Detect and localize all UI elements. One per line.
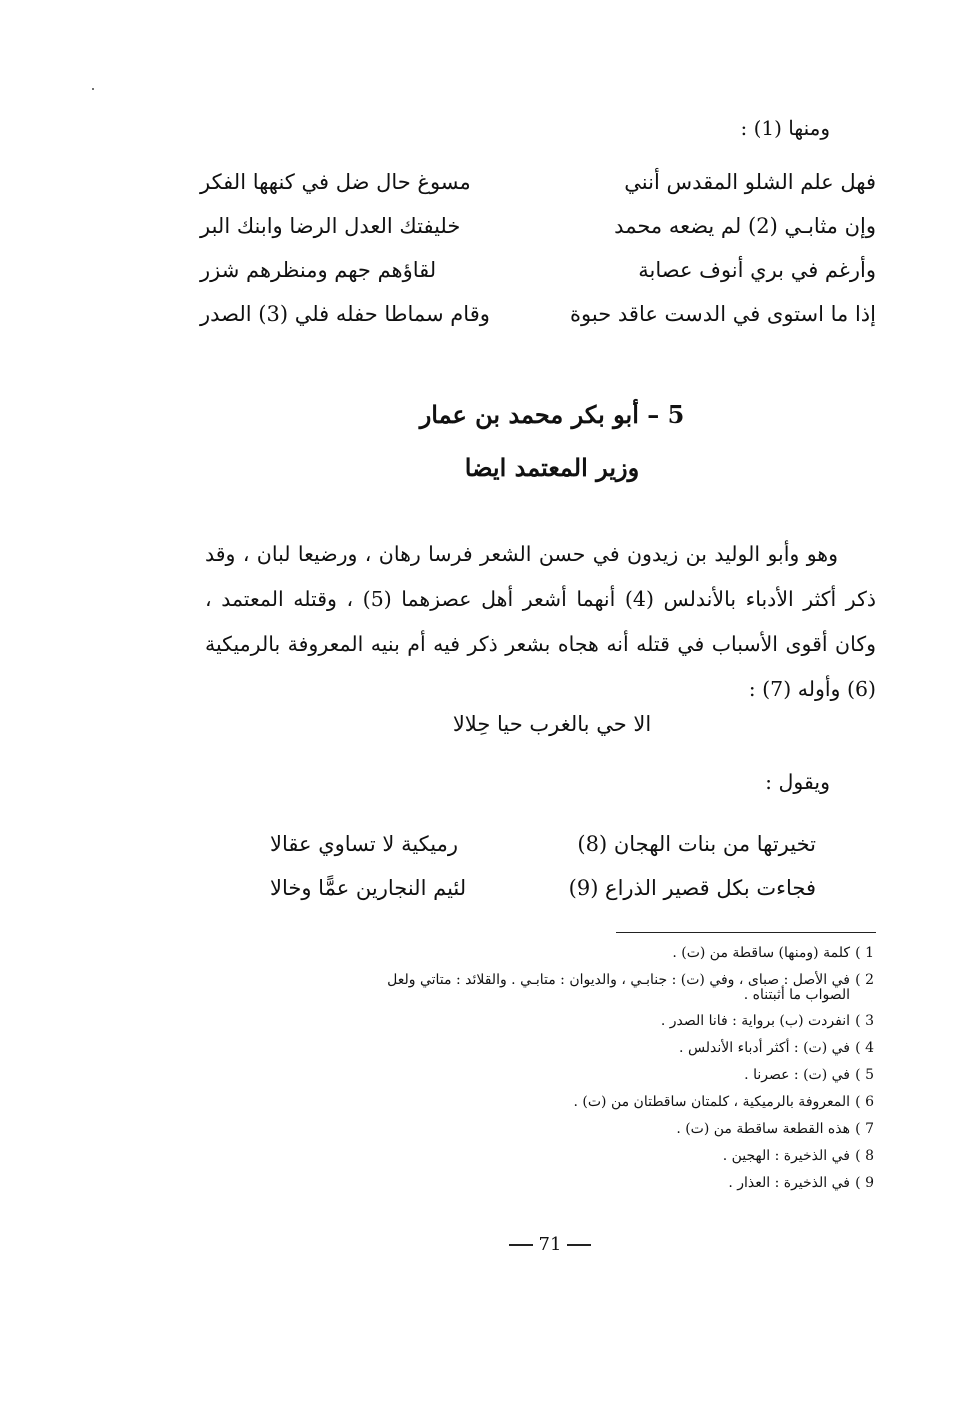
footnote-number: 9 )	[855, 1175, 874, 1191]
scan-speck	[92, 88, 94, 90]
verse-line	[200, 292, 876, 336]
footnote-separator	[616, 932, 876, 933]
intro-line: ومنها (1) :	[740, 116, 830, 140]
verse-line	[200, 160, 876, 204]
footnote-number: 8 )	[855, 1148, 874, 1164]
verse-hemistich-left: رميكية لا تساوي عقالا	[270, 832, 459, 856]
footnote-number: 7 )	[855, 1121, 874, 1137]
footnote	[212, 940, 874, 967]
poem-1	[200, 160, 876, 336]
section-heading: 5 – أبو بكر محمد بن عمار	[419, 400, 685, 429]
footnote	[212, 1116, 874, 1143]
verse-line	[270, 866, 816, 910]
page-number-value: 71	[538, 1234, 562, 1255]
sub-intro-line: ويقول :	[765, 770, 830, 794]
verse-hemistich-right: وإن مثابـي (2) لم يضعه محمد	[614, 214, 876, 238]
verse-hemistich-left: لئيم النجارين عمًّا وخالا	[270, 876, 467, 900]
footnote	[212, 1089, 874, 1116]
footnote-text: في الذخيرة : الهجين .	[722, 1148, 850, 1164]
footnote	[212, 1143, 874, 1170]
prose-text: وهو وأبو الوليد بن زيدون في حسن الشعر فرسا رهان ، ورضيعا لبان ، وقد ذكر أكثر الأدباء بالأندلس (4) أنهما أشعر أهل عصزهما (5) ، وقتله المعتمد ، وكان أقوى الأسباب في قتله أنه هجاه بشعر ذكر فيه أم بنيه المعروفة بالرميكية (6) وأوله (7) :	[205, 542, 877, 701]
verse-hemistich-right: إذا ما استوى في الدست عاقد حبوة	[570, 302, 876, 326]
page-number-dash	[509, 1244, 533, 1246]
footnote-number: 5 )	[855, 1067, 874, 1083]
footnote-number: 3 )	[855, 1013, 874, 1029]
footnote	[212, 1170, 874, 1197]
verse-hemistich-right: تخيرتها من بنات الهجان (8)	[577, 832, 816, 856]
footnote-text: المعروفة بالرميكية ، كلمتان ساقطتان من (ت) .	[573, 1094, 850, 1110]
footnote-continuation: الصواب ما أثبتناه .	[743, 987, 850, 1003]
single-verse: الا حي بالغرب حيا حِلالا	[452, 712, 652, 736]
prose-paragraph	[205, 532, 876, 712]
footnote-text: في (ت) : عصرنا .	[744, 1067, 850, 1083]
footnote-text: هذه القطعة ساقطة من (ت) .	[676, 1121, 850, 1137]
footnote	[212, 1062, 874, 1089]
footnotes	[212, 940, 874, 1197]
verse-hemistich-left: لقاؤهم جهم ومنظرهم شزر	[200, 258, 437, 282]
footnote-text: انفردت (ب) برواية : فانا الصدر .	[660, 1013, 850, 1029]
verse-hemistich-right: فجاءت بكل قصير الذراع (9)	[568, 876, 816, 900]
verse-line	[200, 204, 876, 248]
verse-hemistich-right: وأرغم في بري أنوف عصابة	[638, 258, 876, 282]
footnote-text: كلمة (ومنها) ساقطة من (ت) .	[672, 945, 850, 961]
page-number-dash	[567, 1244, 591, 1246]
footnote-number: 1 )	[855, 945, 874, 961]
footnote	[212, 1008, 874, 1035]
footnote-number: 6 )	[855, 1094, 874, 1110]
footnote-text: في الأصل : صباى ، وفي (ت) : جنابـي ، والديوان : متابـي . والقلائد : متاتي ولعل	[387, 972, 850, 988]
verse-line	[270, 822, 816, 866]
footnote-number: 4 )	[855, 1040, 874, 1056]
verse-hemistich-left: مسوغ حال ضل في كنهها الفكر	[200, 170, 471, 194]
verse-hemistich-right: فهل علم الشلو المقدس أنني	[624, 170, 876, 194]
verse-line	[200, 248, 876, 292]
footnote-text: في (ت) : أكثر أدباء الأندلس .	[679, 1040, 850, 1056]
page-number	[500, 1234, 600, 1255]
footnote-text: في الذخيرة : العذار .	[728, 1175, 850, 1191]
section-subheading: وزير المعتمد ايضا	[464, 453, 640, 482]
poem-2	[270, 822, 816, 910]
footnote	[212, 1035, 874, 1062]
verse-hemistich-left: وقام سماطا حفله فلي (3) الصدر	[200, 302, 490, 326]
footnote-number: 2 )	[855, 972, 874, 988]
verse-hemistich-left: خليفتك العدل الرضا وابنك البر	[200, 214, 461, 238]
